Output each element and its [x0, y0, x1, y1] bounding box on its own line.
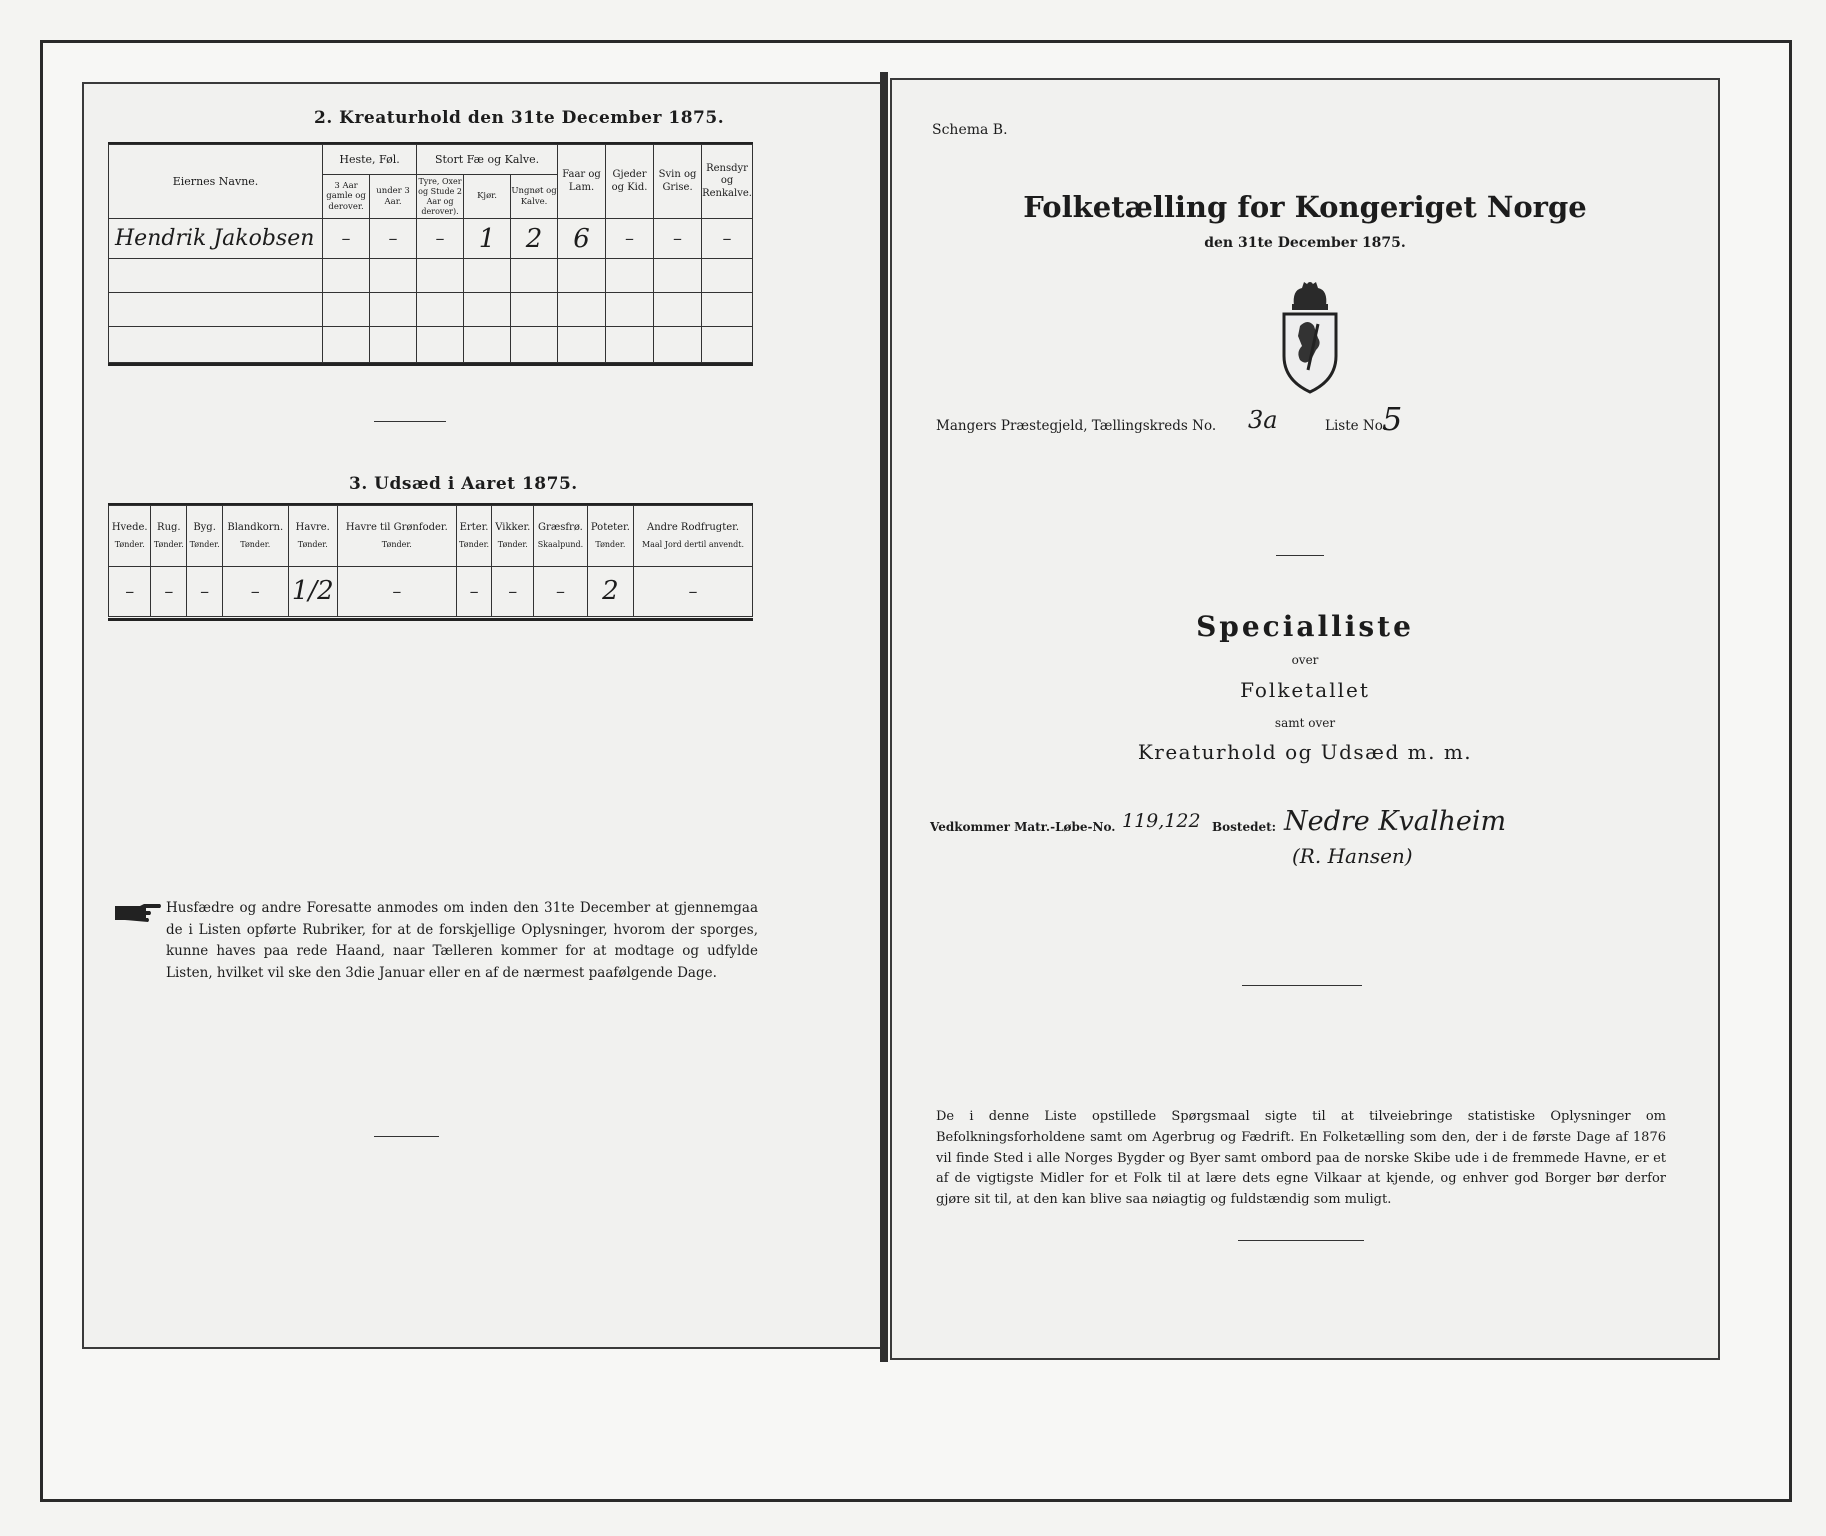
- sowing-col-unit: Tønder.: [595, 540, 626, 550]
- matr-number: 119,122: [1122, 810, 1201, 832]
- schema-label: Schema B.: [932, 122, 1008, 138]
- col-goats: Gjeder og Kid.: [611, 169, 648, 193]
- right-page: [890, 78, 1720, 1360]
- value-goats: –: [625, 228, 635, 249]
- sowing-value: 1/2: [291, 576, 334, 607]
- col-sheep: Faar og Lam.: [562, 169, 601, 193]
- sowing-col-unit: Tønder.: [381, 540, 412, 550]
- sowing-col-9: [587, 506, 633, 567]
- livestock-table: [108, 144, 753, 363]
- sowing-value-cell: [534, 566, 588, 616]
- sowing-col-5: [337, 506, 456, 567]
- section3-title: 3. Udsæd i Aaret 1875.: [349, 474, 578, 494]
- sowing-col-unit: Maal Jord dertil anvendt.: [641, 540, 745, 550]
- sowing-value-cell: [223, 566, 289, 616]
- over-label: over: [1291, 653, 1319, 667]
- sowing-value: –: [555, 580, 565, 602]
- sowing-value: –: [508, 580, 518, 602]
- group-cattle: Stort Fæ og Kalve.: [434, 152, 540, 166]
- sowing-value-cell: [109, 566, 151, 616]
- sowing-value-cell: [456, 566, 492, 616]
- matr-label: Vedkommer Matr.-Løbe-No.: [930, 820, 1116, 834]
- sowing-value-cell: [634, 566, 753, 616]
- value-oxen: –: [435, 228, 445, 249]
- bostedet-label: Bostedet:: [1212, 820, 1277, 834]
- sowing-col-name: Andre Rodfrugter.: [646, 521, 739, 533]
- col-oxen: Tyre, Oxer og Stude 2 Aar og derover).: [418, 176, 462, 216]
- owner-name: Hendrik Jakobsen: [115, 226, 315, 251]
- sowing-col-unit: Tønder.: [297, 540, 328, 550]
- bostedet-value: Nedre Kvalheim: [1284, 806, 1507, 837]
- sowing-value-cell: [492, 566, 534, 616]
- liste-label: Liste No.: [1325, 418, 1387, 434]
- sowing-value: –: [164, 580, 174, 602]
- sowing-col-unit: Tønder.: [189, 540, 220, 550]
- left-page: [82, 82, 882, 1349]
- pointing-hand-icon: [114, 902, 162, 924]
- sowing-col-4: [288, 506, 337, 567]
- household-notice: Husfædre og andre Foresatte anmodes om inden den 31te December at gjennemgaa de i Listen opførte Rubriker, for at de forskjellige Oplysninger, hvorom der sporges, kunne haves paa rede Haand, naar Tælleren kommer for at modtage og udfylde Listen, hvilket vil ske den 3die Januar eller en af de nærmest paafølgende Dage.: [166, 900, 758, 981]
- sowing-col-2: [187, 506, 223, 567]
- sowing-col-name: Havre.: [295, 521, 330, 533]
- value-cows: 1: [478, 223, 496, 254]
- col-calves: Ungnøt og Kalve.: [511, 185, 557, 207]
- col-pigs: Svin og Grise.: [658, 169, 697, 193]
- kreaturhold-label: Kreaturhold og Udsæd m. m.: [1137, 740, 1473, 764]
- col-owner: Eiernes Navne.: [172, 174, 259, 188]
- value-horses-young: –: [388, 228, 398, 249]
- col-reindeer: Rensdyr og Renkalve.: [702, 162, 752, 199]
- sowing-col-unit: Tønder.: [153, 540, 184, 550]
- sowing-value-cell: [151, 566, 187, 616]
- kreds-number: 3a: [1248, 406, 1278, 434]
- group-horses: Heste, Føl.: [339, 152, 400, 166]
- col-horses-old: 3 Aar gamle og derover.: [326, 180, 366, 212]
- sowing-col-0: [109, 506, 151, 567]
- sowing-col-name: Hvede.: [111, 521, 148, 533]
- census-purpose-text: De i denne Liste opstillede Spørgsmaal sigte til at tilveiebringe statistiske Oplysninger om Befolkningsforholdene samt om Agerbrug og Fædrift. En Folketælling som den, der i de første Dage af 1876 vil finde Sted i alle Norges Bygder og Byer samt ombord paa de norske Skibe ude i de fremmede Havne, er et af de vigtigste Midler for et Folk til at lære dets egne Vilkaar at kjende, og enhver god Borger bør derfor gjøre sit til, at den kan blive saa nøiagtig og fuldstændig som muligt.: [936, 1109, 1666, 1208]
- value-horses-old: –: [341, 228, 351, 249]
- special-title: Specialliste: [1196, 610, 1414, 643]
- coat-of-arms-icon: [1278, 280, 1342, 394]
- sowing-col-name: Græsfrø.: [538, 521, 583, 533]
- sowing-value-cell: [337, 566, 456, 616]
- sowing-value: –: [469, 580, 479, 602]
- table-row: [109, 566, 753, 616]
- sowing-value-cell: [288, 566, 337, 616]
- value-sheep: 6: [573, 223, 590, 254]
- sowing-col-name: Blandkorn.: [227, 521, 284, 533]
- table-row: [109, 219, 753, 259]
- sowing-col-name: Havre til Grønfoder.: [345, 521, 448, 533]
- sowing-value: –: [125, 580, 135, 602]
- sowing-col-3: [223, 506, 289, 567]
- page-spine: [880, 72, 888, 1362]
- value-pigs: –: [673, 228, 683, 249]
- sowing-value: –: [200, 580, 210, 602]
- sowing-col-name: Erter.: [459, 521, 489, 533]
- sowing-col-7: [492, 506, 534, 567]
- sowing-col-name: Rug.: [157, 521, 181, 533]
- sowing-col-unit: Tønder.: [497, 540, 528, 550]
- sowing-value: 2: [602, 576, 619, 607]
- sowing-value: –: [250, 580, 260, 602]
- liste-number: 5: [1382, 400, 1403, 438]
- parish-label: Mangers Præstegjeld, Tællingskreds No.: [936, 418, 1217, 434]
- sowing-col-6: [456, 506, 492, 567]
- sowing-col-name: Vikker.: [495, 521, 531, 533]
- sowing-col-1: [151, 506, 187, 567]
- census-date: den 31te December 1875.: [1204, 235, 1406, 251]
- sowing-col-unit: Skaalpund.: [537, 540, 584, 550]
- sowing-value-cell: [187, 566, 223, 616]
- sowing-value: –: [688, 580, 698, 602]
- sowing-col-8: [534, 506, 588, 567]
- value-calves: 2: [525, 223, 543, 254]
- section2-title: 2. Kreaturhold den 31te December 1875.: [314, 108, 725, 128]
- sowing-col-unit: Tønder.: [240, 540, 271, 550]
- samt-over-label: samt over: [1274, 716, 1336, 730]
- census-title: Folketælling for Kongeriget Norge: [1023, 190, 1587, 224]
- folketallet-label: Folketallet: [1240, 678, 1370, 702]
- col-horses-young: under 3 Aar.: [376, 185, 410, 207]
- sowing-col-10: [634, 506, 753, 567]
- sowing-col-name: Poteter.: [590, 521, 630, 533]
- sowing-value: –: [392, 580, 402, 602]
- sowing-col-unit: Tønder.: [114, 540, 145, 550]
- sowing-table: [108, 505, 753, 617]
- sowing-col-name: Byg.: [193, 521, 216, 533]
- sowing-col-unit: Tønder.: [459, 540, 490, 550]
- col-cows: Kjør.: [477, 191, 498, 202]
- sowing-value-cell: [587, 566, 633, 616]
- bostedet-note: (R. Hansen): [1292, 844, 1413, 868]
- value-reindeer: –: [722, 228, 732, 249]
